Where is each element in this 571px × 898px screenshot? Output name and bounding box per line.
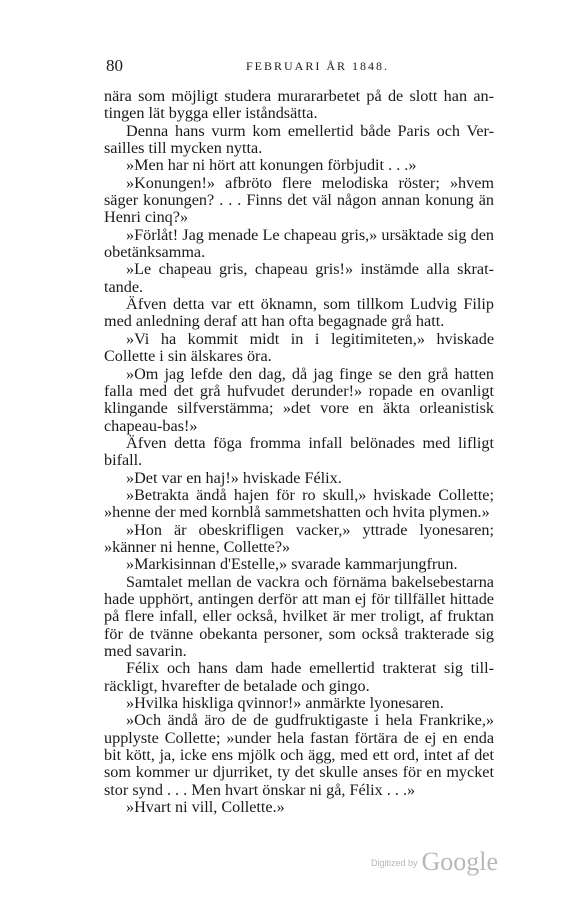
paragraph: »Hvart ni vill, Collette.»	[126, 798, 285, 817]
page-number: 80	[106, 56, 123, 75]
paragraph: »Konungen!» afbröto flere melodiska röster; »hvem säger konungen? . . . Finns det väl någon annan konung än Henri cinq?»	[104, 173, 494, 227]
running-head: FEBRUARI ÅR 1848.	[246, 59, 390, 73]
paragraph: »Hvilka hiskliga qvinnor!» anmärkte lyonesaren.	[126, 694, 444, 713]
paragraph: »Men har ni hört att konungen förbjudit . . .»	[126, 156, 417, 175]
paragraph: »Förlåt! Jag menade Le chapeau gris,» ursäktade sig den obetänksamma.	[104, 225, 494, 262]
paragraph: »Det var en haj!» hviskade Félix.	[126, 468, 342, 487]
page-header	[106, 56, 490, 78]
watermark-prefix: Digitized by	[371, 858, 418, 868]
paragraph: »Markisinnan d'Estelle,» svarade kammarjungfrun.	[126, 555, 458, 574]
paragraph: Denna hans vurm kom emellertid både Paris och Ver-sailles till mycken nytta.	[104, 121, 494, 158]
paragraph: Félix och hans dam hade emellertid trakterat sig till-räckligt, hvarefter de betalade och gingo.	[104, 659, 494, 695]
paragraph: »Om jag lefde den dag, då jag finge se den grå hatten falla med det grå hufvudet derunder!» ropade en ovanligt klingande silfverstämma; »det vore en äkta orleanistisk chapeau-bas!»	[104, 364, 494, 435]
paragraph: Äfven detta föga fromma infall belönades med lifligt bifall.	[104, 433, 494, 470]
paragraph: »Betrakta ändå hajen för ro skull,» hviskade Collette; »henne der med kornblå sammetshatten och hvita plymen.»	[104, 485, 494, 522]
digitized-watermark	[371, 847, 498, 877]
paragraph: nära som möjligt studera murararbetet på de slott han an-tingen lät bygga eller iståndsätta.	[104, 87, 494, 123]
paragraph: »Vi ha kommit midt in i legitimiteten,» hviskade Collette i sin älskares öra.	[104, 329, 494, 366]
paragraph: »Och ändå äro de de gudfruktigaste i hela Frankrike,» upplyste Collette; »under hela fastan förtära de ej en enda bit kött, ja, icke ens mjölk och ägg, med ett ord, intet af det som kommer ur djurriket, ty det skulle anses för en mycket stor synd . . . Men hvart önskar ni gå, Félix . . .»	[104, 711, 494, 799]
paragraph: Samtalet mellan de vackra och förnäma bakelsebestarna hade upphört, antingen derför att man ej för tillfället hittade på flere infall, eller också, hvilket är mer troligt, af fruktan för de tvänne obekanta personer, som också trakterade sig med savarin.	[104, 572, 494, 660]
paragraph: »Hon är obeskrifligen vacker,» yttrade lyonesaren; »känner ni henne, Collette?»	[104, 520, 494, 556]
body-text	[104, 88, 494, 816]
paragraph: »Le chapeau gris, chapeau gris!» instämde alla skrat-tande.	[104, 260, 494, 296]
paragraph: Äfven detta var ett öknamn, som tillkom Ludvig Filip med anledning deraf att han ofta begagnade grå hatt.	[104, 295, 494, 331]
google-logo: Google	[421, 847, 499, 876]
